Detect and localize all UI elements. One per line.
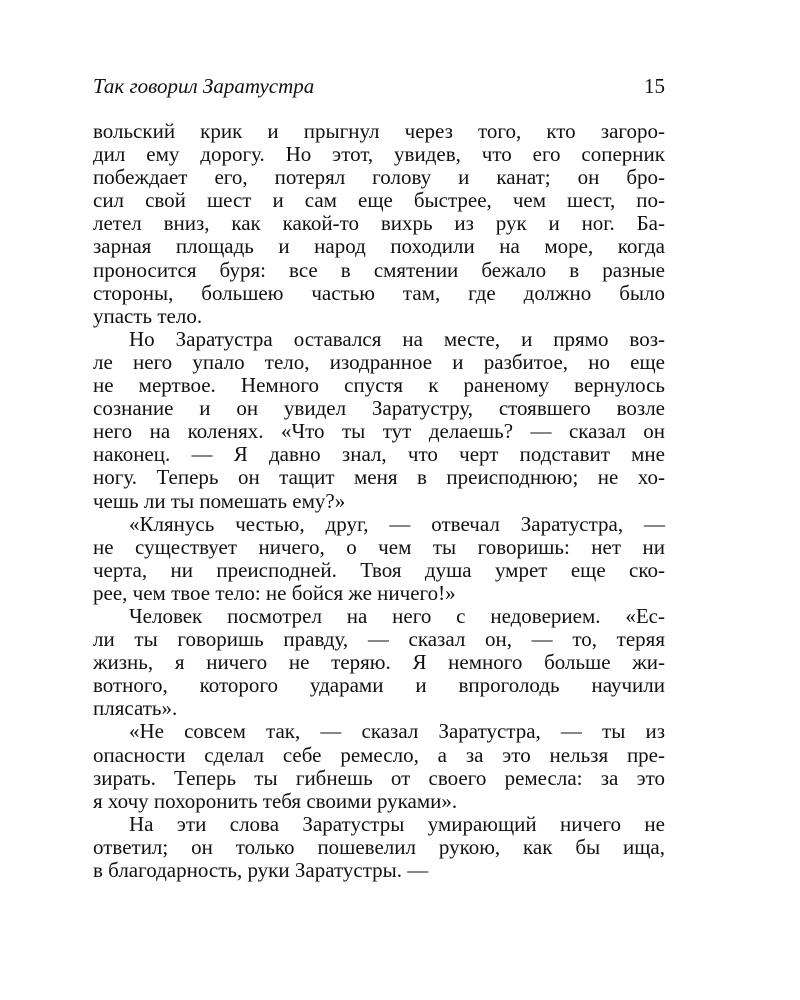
paragraph (93, 605, 665, 720)
text-line: На эти слова Заратустры умирающий ничего не (129, 811, 665, 836)
text-line: плясать». (93, 696, 178, 721)
text-line: ответил; он только пошевелил рукою, как бы ища, (93, 834, 665, 859)
paragraph (93, 120, 665, 328)
paragraph (93, 513, 665, 605)
book-page (93, 70, 665, 882)
text-line: сил свой шест и сам еще быстрее, чем шест, по- (93, 188, 665, 213)
text-line: ногу. Теперь он тащит меня в преисподнюю; не хо- (93, 465, 665, 490)
text-line: ли ты говоришь правду, — сказал он, — то, теряя (93, 627, 665, 652)
text-line: проносится буря: все в смятении бежало в разные (93, 257, 665, 282)
text-line: зарная площадь и народ походили на море, когда (93, 234, 665, 259)
page-number: 15 (644, 74, 665, 98)
text-line: в благодарность, руки Заратустры. — (93, 858, 429, 882)
text-line: не существует ничего, о чем ты говоришь: нет ни (93, 534, 665, 559)
text-line: не мертвое. Немного спустя к раненому вернулось (93, 373, 665, 398)
text-line: него на коленях. «Что ты тут делаешь? — сказал он (93, 419, 665, 444)
text-line: черта, ни преисподней. Твоя душа умрет еще ско- (93, 557, 665, 582)
paragraph (93, 813, 665, 882)
paragraph (93, 328, 665, 513)
text-line: рее, чем твое тело: не бойся же ничего!» (93, 580, 456, 605)
text-line: побеждает его, потерял голову и канат; он бро- (93, 165, 665, 190)
text-line: упасть тело. (93, 303, 203, 328)
text-line: «Не совсем так, — сказал Заратустра, — ты из (129, 719, 665, 744)
text-line: вольский крик и прыгнул через того, кто загоро- (93, 119, 665, 143)
text-line: Но Заратустра оставался на месте, и прямо воз- (129, 326, 665, 351)
text-line: Человек посмотрел на него с недоверием. «Ес- (129, 603, 665, 628)
text-line: наконец. — Я давно знал, что черт подставит мне (93, 442, 665, 467)
text-line: сознание и он увидел Заратустру, стоявшего возле (93, 396, 665, 421)
text-line: летел вниз, как какой-то вихрь из рук и ног. Ба- (93, 211, 665, 236)
text-line: дил ему дорогу. Но этот, увидев, что его соперник (93, 142, 665, 167)
text-line: жизнь, я ничего не теряю. Я немного больше жи- (93, 650, 665, 675)
paragraph (93, 720, 665, 812)
text-line: опасности сделал себе ремесло, а за это нельзя пре- (93, 742, 665, 767)
text-line: я хочу похоронить тебя своими руками». (93, 788, 458, 813)
text-line: чешь ли ты помешать ему?» (93, 488, 346, 513)
text-line: стороны, большею частью там, где должно было (93, 280, 665, 305)
running-header (93, 70, 665, 106)
text-line: зирать. Теперь ты гибнешь от своего ремесла: за это (93, 765, 665, 790)
body-text (93, 120, 665, 882)
running-title: Так говорил Заратустра (93, 74, 315, 98)
text-line: ле него упало тело, изодранное и разбитое, но еще (93, 349, 665, 374)
text-line: вотного, которого ударами и впроголодь научили (93, 673, 665, 698)
text-line: «Клянусь честью, друг, — отвечал Заратустра, — (129, 511, 665, 536)
